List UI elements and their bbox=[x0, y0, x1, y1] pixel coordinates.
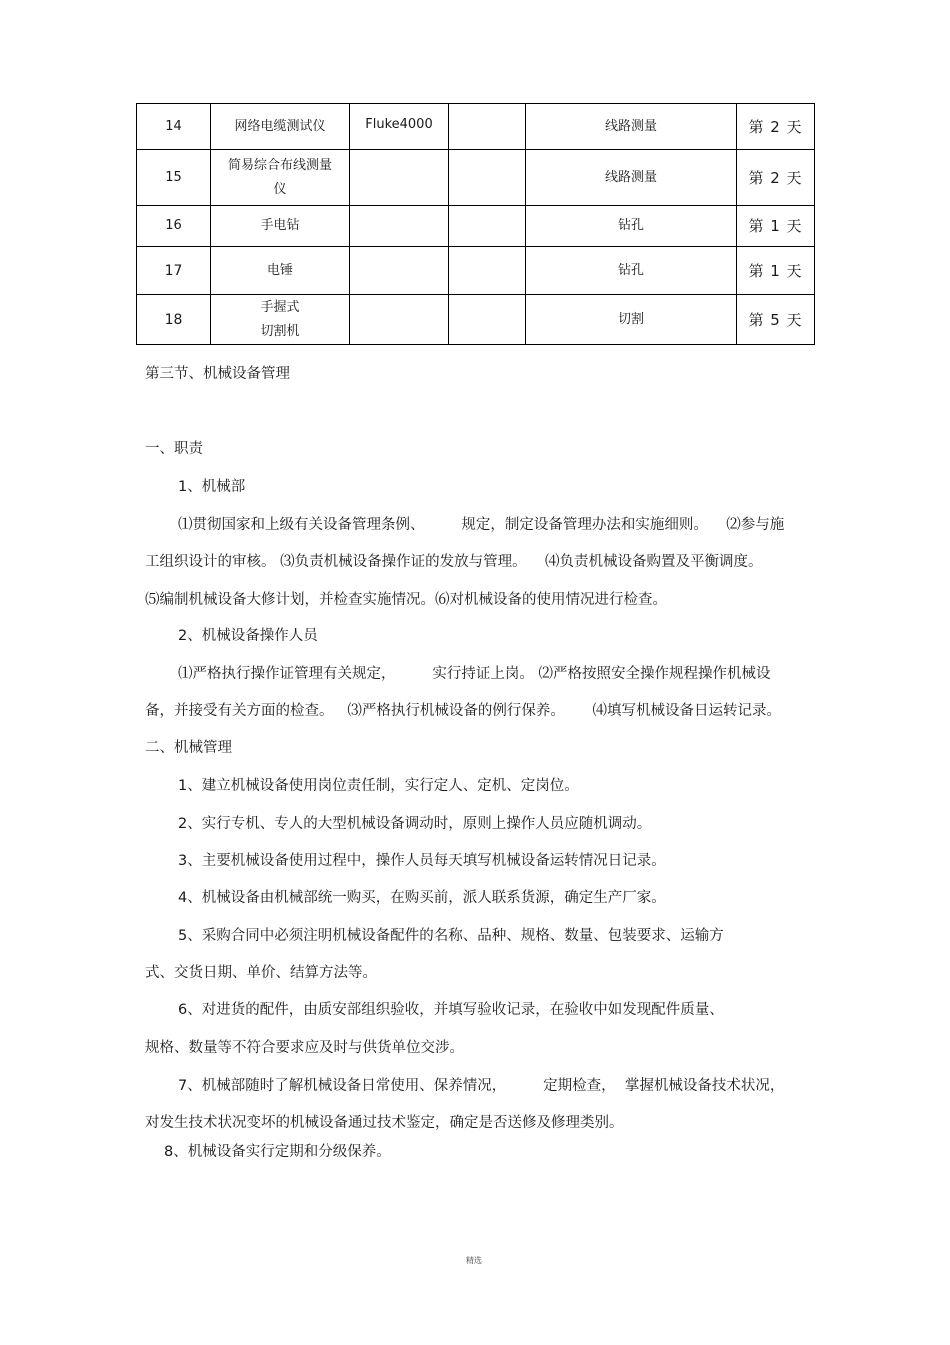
paragraph-line: ⑴严格执行操作证管理有关规定， 实行持证上岗。 ⑵严格按照安全操作规程操作机械设 bbox=[178, 666, 771, 682]
list-item-continuation: 式、交货日期、单价、结算方法等。 bbox=[145, 965, 377, 981]
blank-cell bbox=[449, 150, 526, 206]
list-item: 2、实行专机、专人的大型机械设备调动时，原则上操作人员应随机调动。 bbox=[178, 816, 652, 832]
list-item: 8、机械设备实行定期和分级保养。 bbox=[164, 1144, 391, 1160]
list-item: 7、机械部随时了解机械设备日常使用、保养情况， 定期检查， 掌握机械设备技术状况， bbox=[178, 1078, 785, 1094]
row-number: 15 bbox=[137, 150, 211, 206]
table-row bbox=[137, 206, 815, 247]
equipment-model bbox=[350, 247, 449, 295]
paragraph-line: ⑴贯彻国家和上级有关设备管理条例、 规定，制定设备管理办法和实施细则。 ⑵参与施 bbox=[178, 517, 785, 533]
equipment-name: 电锤 bbox=[211, 247, 350, 295]
table-row bbox=[137, 295, 815, 345]
equipment-purpose: 钻孔 bbox=[526, 247, 737, 295]
equipment-model bbox=[350, 150, 449, 206]
equipment-name: 手电钻 bbox=[211, 206, 350, 247]
equipment-purpose: 切割 bbox=[526, 295, 737, 345]
equipment-model bbox=[350, 295, 449, 345]
heading-duties: 一、职责 bbox=[145, 441, 203, 457]
equipment-model: Fluke4000 bbox=[350, 104, 449, 150]
equipment-days: 第 5 天 bbox=[737, 295, 815, 345]
table-row bbox=[137, 150, 815, 206]
paragraph-line: ⑸编制机械设备大修计划，并检查实施情况。⑹对机械设备的使用情况进行检查。 bbox=[145, 592, 667, 608]
list-item: 4、机械设备由机械部统一购买，在购买前，派人联系货源，确定生产厂家。 bbox=[178, 890, 666, 906]
row-number: 14 bbox=[137, 104, 211, 150]
subheading-operators: 2、机械设备操作人员 bbox=[178, 628, 318, 644]
blank-cell bbox=[449, 206, 526, 247]
table-row bbox=[137, 247, 815, 295]
equipment-purpose: 钻孔 bbox=[526, 206, 737, 247]
equipment-days: 第 1 天 bbox=[737, 247, 815, 295]
equipment-table bbox=[136, 103, 815, 345]
equipment-model bbox=[350, 206, 449, 247]
heading-machinery-management: 二、机械管理 bbox=[145, 740, 232, 756]
equipment-purpose: 线路测量 bbox=[526, 104, 737, 150]
equipment-purpose: 线路测量 bbox=[526, 150, 737, 206]
row-number: 17 bbox=[137, 247, 211, 295]
subheading-machinery-dept: 1、机械部 bbox=[178, 479, 246, 495]
paragraph-line: 工组织设计的审核。 ⑶负责机械设备操作证的发放与管理。 ⑷负责机械设备购置及平衡调度。 bbox=[145, 554, 763, 570]
blank-cell bbox=[449, 104, 526, 150]
blank-cell bbox=[449, 247, 526, 295]
equipment-days: 第 1 天 bbox=[737, 206, 815, 247]
list-item: 3、主要机械设备使用过程中，操作人员每天填写机械设备运转情况日记录。 bbox=[178, 853, 666, 869]
paragraph-line: 备，并接受有关方面的检查。 ⑶严格执行机械设备的例行保养。 ⑷填写机械设备日运转记录。 bbox=[145, 703, 781, 719]
row-number: 18 bbox=[137, 295, 211, 345]
equipment-name: 网络电缆测试仪 bbox=[211, 104, 350, 150]
equipment-name: 手握式 切割机 bbox=[211, 295, 350, 345]
row-number: 16 bbox=[137, 206, 211, 247]
page-footer: 精选 bbox=[466, 1256, 482, 1265]
equipment-name: 简易综合布线测量 仪 bbox=[211, 150, 350, 206]
list-item-continuation: 对发生技术状况变坏的机械设备通过技术鉴定，确定是否送修及修理类别。 bbox=[145, 1115, 624, 1131]
list-item: 6、对进货的配件，由质安部组织验收，并填写验收记录，在验收中如发现配件质量、 bbox=[178, 1002, 724, 1018]
equipment-days: 第 2 天 bbox=[737, 150, 815, 206]
section-title: 第三节、机械设备管理 bbox=[145, 366, 290, 382]
list-item-continuation: 规格、数量等不符合要求应及时与供货单位交涉。 bbox=[145, 1040, 464, 1056]
blank-cell bbox=[449, 295, 526, 345]
list-item: 5、采购合同中必须注明机械设备配件的名称、品种、规格、数量、包装要求、运输方 bbox=[178, 928, 724, 944]
list-item: 1、建立机械设备使用岗位责任制，实行定人、定机、定岗位。 bbox=[178, 778, 579, 794]
table-row bbox=[137, 104, 815, 150]
equipment-days: 第 2 天 bbox=[737, 104, 815, 150]
